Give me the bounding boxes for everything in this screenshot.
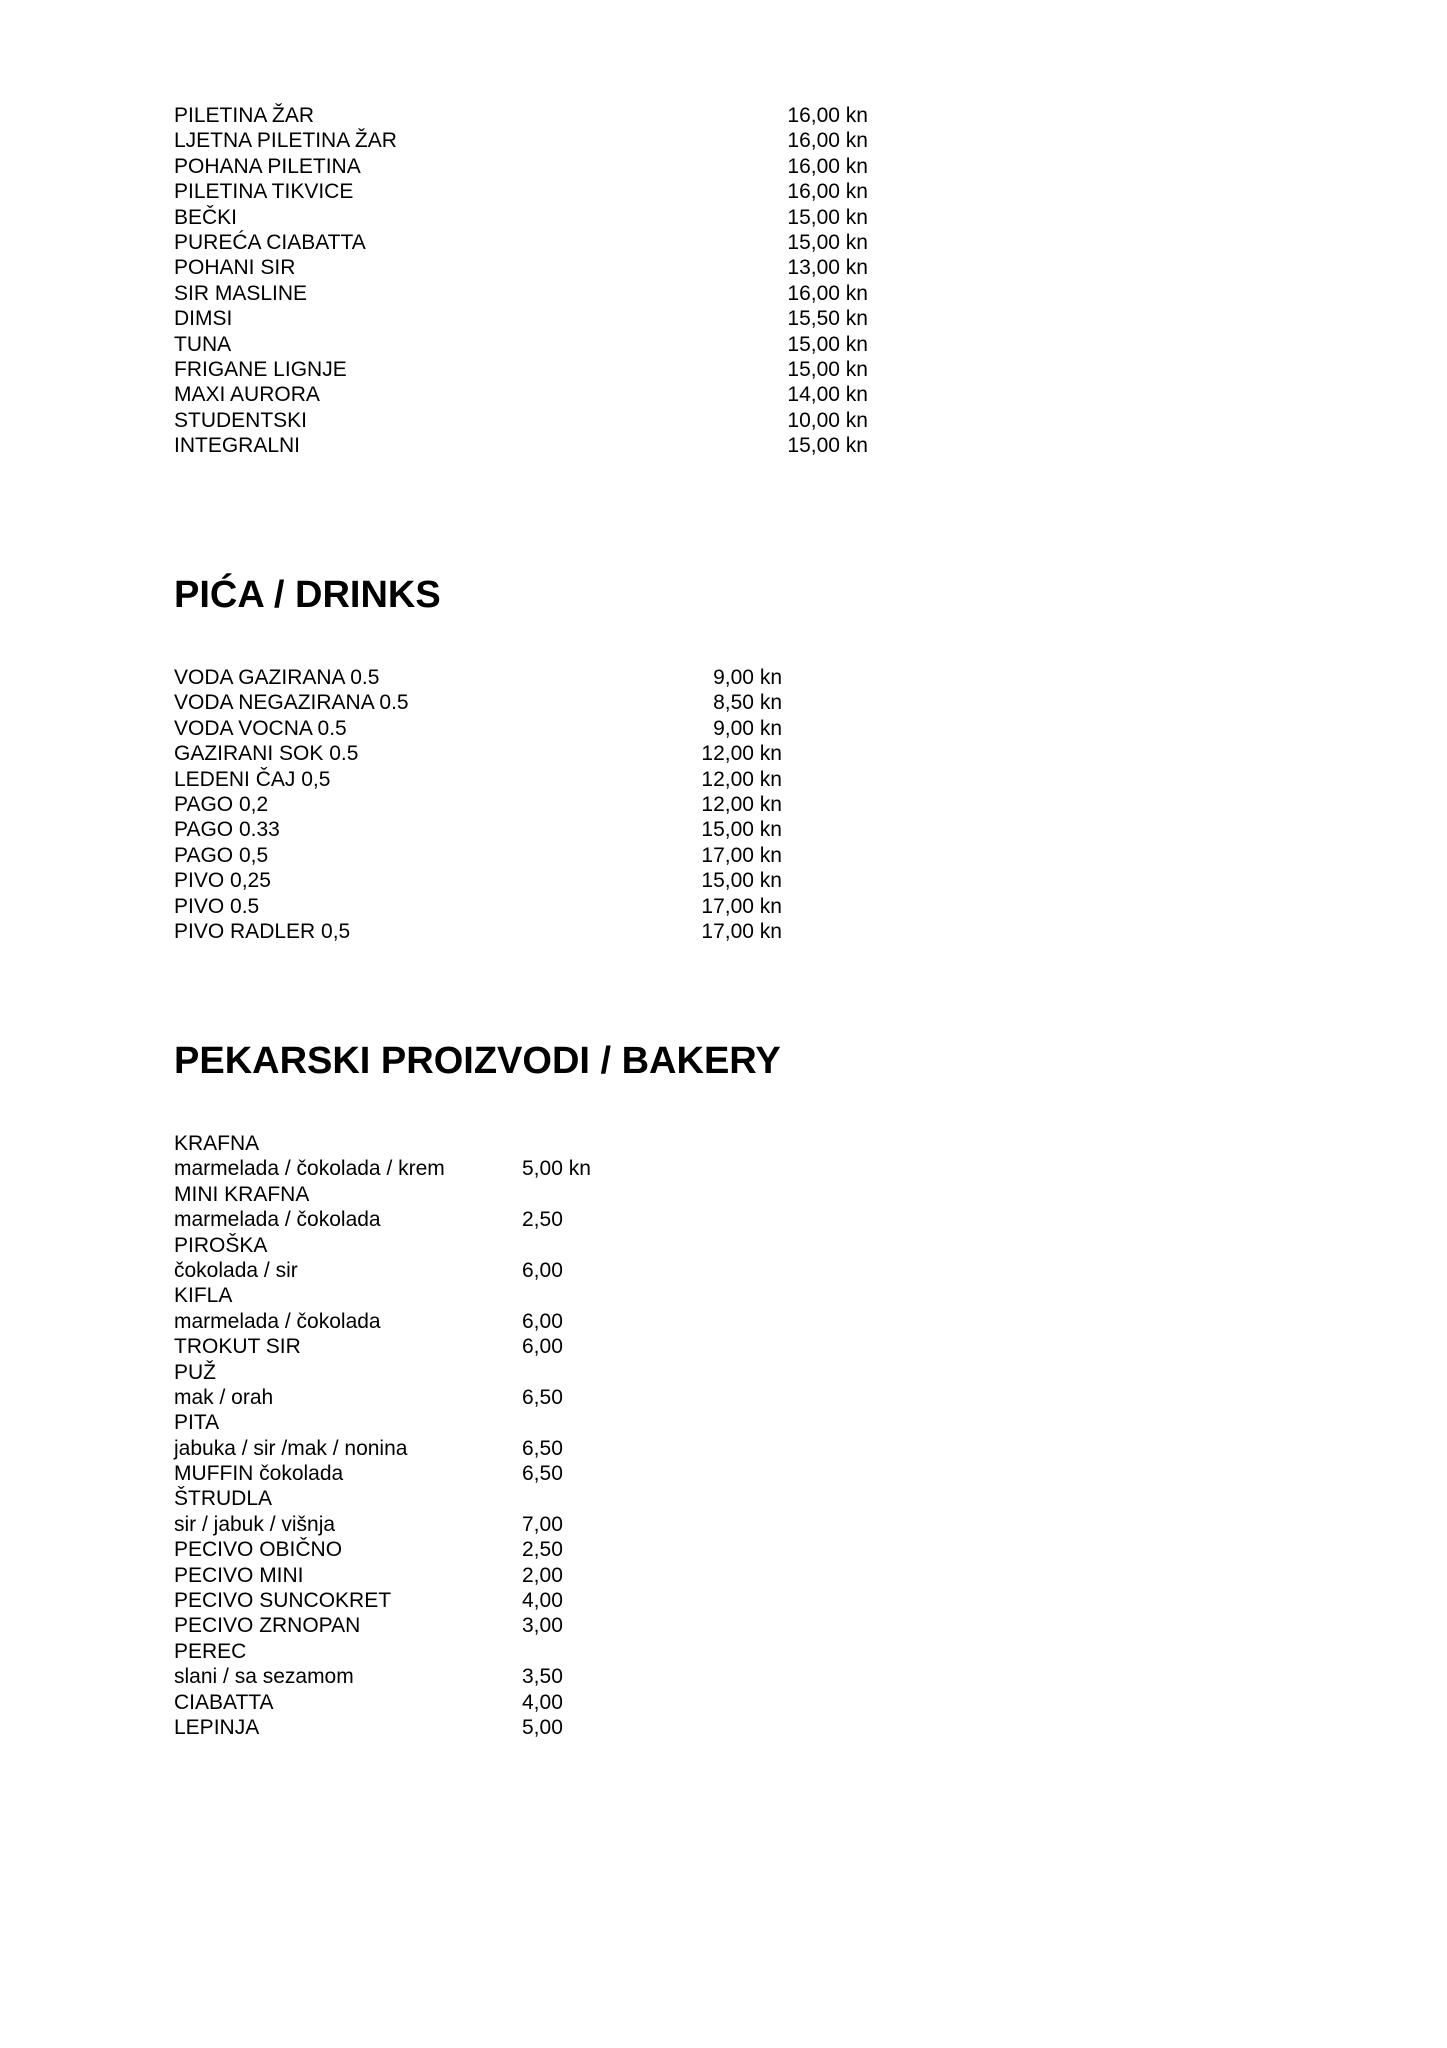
menu-item-price: 5,00 kn bbox=[522, 1157, 591, 1181]
bakery-heading: PEKARSKI PROIZVODI / BAKERY bbox=[174, 1040, 781, 1082]
menu-item-name: KIFLA bbox=[174, 1284, 233, 1308]
menu-item-price: 4,00 bbox=[522, 1589, 563, 1613]
menu-item-name: LEDENI ČAJ 0,5 bbox=[174, 767, 331, 791]
menu-item-price: 4,00 bbox=[522, 1690, 563, 1714]
menu-item-name: CIABATTA bbox=[174, 1690, 274, 1714]
menu-item-price: 17,00 kn bbox=[701, 843, 782, 867]
menu-item-name: PILETINA ŽAR bbox=[174, 104, 315, 127]
menu-item-name: MUFFIN čokolada bbox=[174, 1462, 344, 1486]
menu-item-price: 10,00 kn bbox=[787, 408, 868, 432]
menu-item-price: 16,00 kn bbox=[787, 281, 868, 305]
menu-item-price: 15,00 kn bbox=[787, 434, 868, 458]
menu-item-price: 6,00 bbox=[522, 1258, 563, 1282]
menu-item-price: 8,50 kn bbox=[713, 691, 782, 715]
menu-item-price: 15,00 kn bbox=[787, 357, 868, 381]
menu-item-name: TUNA bbox=[174, 332, 232, 356]
menu-item-name: jabuka / sir /mak / nonina bbox=[174, 1436, 408, 1460]
menu-item-price: 15,50 kn bbox=[787, 307, 868, 331]
menu-item-price: 12,00 kn bbox=[701, 767, 782, 791]
menu-item-name: PAGO 0.33 bbox=[174, 818, 280, 842]
menu-item-price: 5,00 bbox=[522, 1715, 563, 1739]
menu-item-name: STUDENTSKI bbox=[174, 408, 308, 432]
menu-item-price: 6,50 bbox=[522, 1436, 563, 1460]
menu-item-price: 15,00 kn bbox=[701, 869, 782, 893]
menu-item-name: ŠTRUDLA bbox=[174, 1487, 273, 1511]
menu-item-price: 6,50 bbox=[522, 1385, 563, 1409]
menu-item-price: 15,00 kn bbox=[701, 818, 782, 842]
menu-item-price: 12,00 kn bbox=[701, 742, 782, 766]
menu-item-name: mak / orah bbox=[174, 1385, 274, 1409]
menu-item-name: VODA GAZIRANA 0.5 bbox=[174, 666, 380, 689]
menu-item-price: 16,00 kn bbox=[787, 104, 868, 127]
menu-item-name: PECIVO OBIČNO bbox=[174, 1538, 343, 1562]
menu-item-price: 3,00 bbox=[522, 1614, 563, 1638]
menu-item-name: PECIVO MINI bbox=[174, 1563, 304, 1587]
menu-item-name: PECIVO ZRNOPAN bbox=[174, 1614, 361, 1638]
menu-item-name: PITA bbox=[174, 1411, 220, 1435]
menu-item-name: marmelada / čokolada / krem bbox=[174, 1157, 445, 1181]
menu-item-name: PIVO 0.5 bbox=[174, 894, 260, 918]
menu-item-name: VODA NEGAZIRANA 0.5 bbox=[174, 691, 409, 715]
menu-item-name: FRIGANE LIGNJE bbox=[174, 357, 347, 381]
menu-item-name: PIROŠKA bbox=[174, 1233, 268, 1257]
menu-item-name: POHANI SIR bbox=[174, 256, 296, 280]
menu-item-price: 7,00 bbox=[522, 1512, 563, 1536]
menu-item-price: 16,00 kn bbox=[787, 129, 868, 153]
menu-item-name: TROKUT SIR bbox=[174, 1335, 301, 1359]
menu-item-name: LJETNA PILETINA ŽAR bbox=[174, 129, 397, 153]
menu-item-price: 13,00 kn bbox=[787, 256, 868, 280]
menu-item-name: PECIVO SUNCOKRET bbox=[174, 1589, 392, 1613]
menu-item-price: 6,00 bbox=[522, 1309, 563, 1333]
menu-item-name: GAZIRANI SOK 0.5 bbox=[174, 742, 359, 766]
menu-item-name: PIVO RADLER 0,5 bbox=[174, 919, 351, 943]
menu-item-name: MAXI AURORA bbox=[174, 383, 320, 407]
menu-item-price: 6,00 bbox=[522, 1335, 563, 1359]
menu-item-price: 14,00 kn bbox=[787, 383, 868, 407]
menu-item-name: POHANA PILETINA bbox=[174, 154, 361, 178]
menu-item-price: 2,00 bbox=[522, 1563, 563, 1587]
menu-item-name: SIR MASLINE bbox=[174, 281, 308, 305]
menu-item-name: BEČKI bbox=[174, 205, 238, 229]
menu-item-name: PEREC bbox=[174, 1639, 247, 1663]
menu-item-name: marmelada / čokolada bbox=[174, 1208, 381, 1232]
menu-item-price: 15,00 kn bbox=[787, 205, 868, 229]
drinks-heading: PIĆA / DRINKS bbox=[174, 574, 441, 616]
menu-item-name: PIVO 0,25 bbox=[174, 869, 271, 893]
menu-item-price: 2,50 bbox=[522, 1538, 563, 1562]
menu-item-name: marmelada / čokolada bbox=[174, 1309, 381, 1333]
menu-item-name: PILETINA TIKVICE bbox=[174, 180, 354, 204]
menu-item-price: 15,00 kn bbox=[787, 230, 868, 254]
menu-item-name: DIMSI bbox=[174, 307, 233, 331]
menu-item-price: 17,00 kn bbox=[701, 894, 782, 918]
menu-item-name: PUREĆA CIABATTA bbox=[174, 230, 366, 254]
menu-item-price: 3,50 bbox=[522, 1665, 563, 1689]
menu-item-price: 9,00 kn bbox=[713, 666, 782, 689]
menu-item-price: 16,00 kn bbox=[787, 154, 868, 178]
menu-item-name: slani / sa sezamom bbox=[174, 1665, 354, 1689]
menu-item-name: čokolada / sir bbox=[174, 1258, 298, 1282]
menu-item-price: 17,00 kn bbox=[701, 919, 782, 943]
menu-item-name: sir / jabuk / višnja bbox=[174, 1512, 336, 1536]
menu-item-name: VODA VOCNA 0.5 bbox=[174, 716, 347, 740]
menu-item-price: 16,00 kn bbox=[787, 180, 868, 204]
menu-item-name: MINI KRAFNA bbox=[174, 1182, 310, 1206]
menu-item-name: LEPINJA bbox=[174, 1715, 260, 1739]
menu-item-price: 2,50 bbox=[522, 1208, 563, 1232]
menu-item-name: PAGO 0,5 bbox=[174, 843, 269, 867]
menu-item-name: PUŽ bbox=[174, 1360, 216, 1384]
menu-item-price: 6,50 bbox=[522, 1462, 563, 1486]
menu-item-price: 12,00 kn bbox=[701, 792, 782, 816]
menu-item-price: 9,00 kn bbox=[713, 716, 782, 740]
menu-item-name: KRAFNA bbox=[174, 1132, 260, 1155]
menu-item-name: PAGO 0,2 bbox=[174, 792, 269, 816]
menu-item-price: 15,00 kn bbox=[787, 332, 868, 356]
menu-item-name: INTEGRALNI bbox=[174, 434, 301, 458]
